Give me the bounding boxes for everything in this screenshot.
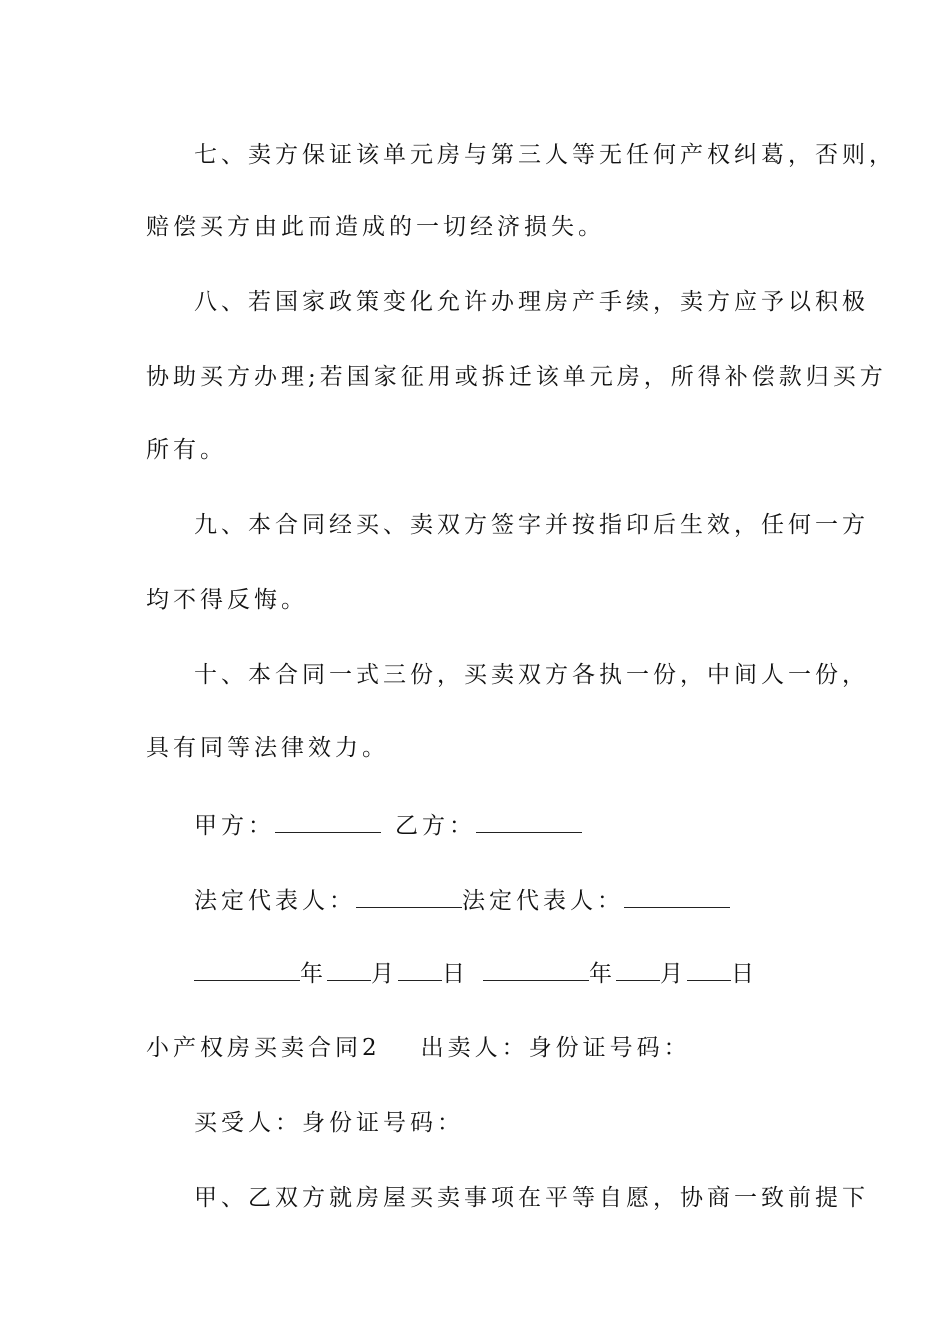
rep-a-label: 法定代表人： — [194, 888, 356, 914]
rep-b-blank — [624, 885, 730, 908]
year-a-label: 年 — [300, 961, 327, 987]
date-row — [194, 958, 758, 989]
day-b-blank — [687, 958, 731, 981]
contract-2-intro: 甲、乙双方就房屋买卖事项在平等自愿，协商一致前提下 — [194, 1185, 869, 1211]
clause-9-line-2: 均不得反悔。 — [146, 587, 308, 613]
rep-a-blank — [356, 885, 462, 908]
party-a-label: 甲方： — [194, 813, 275, 839]
month-a-blank — [327, 958, 371, 981]
year-a-blank — [194, 958, 300, 981]
day-b-label: 日 — [731, 961, 758, 987]
clause-10-line-2: 具有同等法律效力。 — [146, 735, 389, 761]
clause-8-line-2: 协助买方办理;若国家征用或拆迁该单元房，所得补偿款归买方 — [146, 364, 887, 390]
rep-b-label: 法定代表人： — [462, 888, 624, 914]
seller-id-label: 出卖人：身份证号码： — [420, 1035, 691, 1061]
contract-2-title: 小产权房买卖合同2 — [146, 1035, 381, 1061]
day-a-label: 日 — [442, 961, 469, 987]
clause-8-line-1: 八、若国家政策变化允许办理房产手续，卖方应予以积极 — [194, 289, 869, 315]
clause-9-line-1: 九、本合同经买、卖双方签字并按指印后生效，任何一方 — [194, 512, 869, 538]
year-b-label: 年 — [589, 961, 616, 987]
buyer-id-label: 买受人：身份证号码： — [194, 1110, 464, 1136]
clause-10-line-1: 十、本合同一式三份，买卖双方各执一份，中间人一份， — [194, 662, 869, 688]
month-a-label: 月 — [371, 961, 398, 987]
contract-2-header-row — [146, 1033, 691, 1063]
clause-8-line-3: 所有。 — [146, 437, 227, 463]
day-a-blank — [398, 958, 442, 981]
representative-row — [194, 885, 730, 916]
party-a-blank — [275, 810, 381, 833]
month-b-blank — [616, 958, 660, 981]
party-b-blank — [476, 810, 582, 833]
month-b-label: 月 — [660, 961, 687, 987]
year-b-blank — [483, 958, 589, 981]
party-signature-row — [194, 810, 582, 841]
party-b-label: 乙方： — [395, 813, 476, 839]
clause-7-line-1: 七、卖方保证该单元房与第三人等无任何产权纠葛，否则， — [194, 142, 896, 168]
clause-7-line-2: 赔偿买方由此而造成的一切经济损失。 — [146, 214, 605, 240]
